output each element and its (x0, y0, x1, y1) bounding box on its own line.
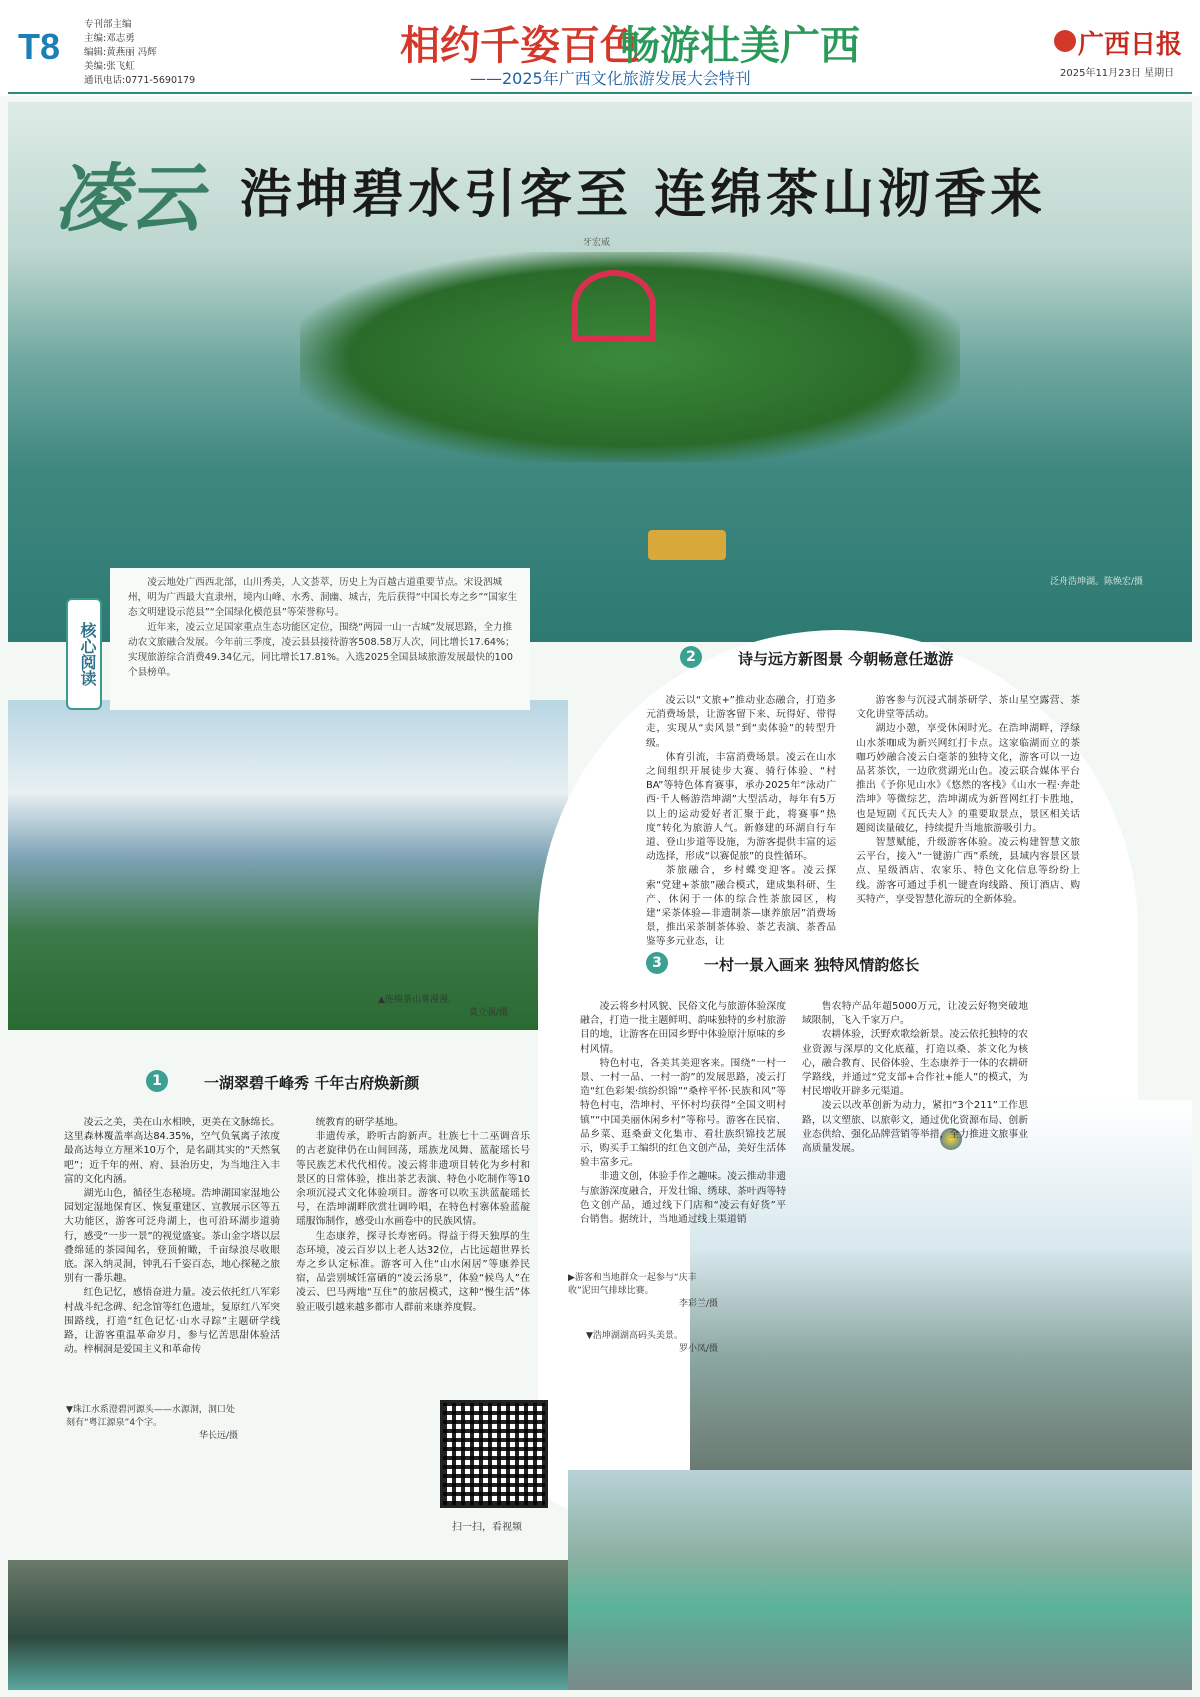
lake-village-photo (568, 1470, 1192, 1690)
tea-mountain-photo (8, 700, 568, 1030)
paragraph: 体育引流，丰富消费场景。凌云在山水之间组织开展徒步大赛、骑行体验、“村BA”等特色体育赛事，承办2025年“泳动广西·千人畅游浩坤湖”大型活动，每年有5万以上的运动爱好者汇聚于此，将赛事“热度”转化为旅游人气。新修建的环湖自行车道、登山步道等设施，为游客提供丰富的运动选择，形成“以赛促旅”的良性循环。 (646, 751, 836, 863)
paragraph: 凌云以“文旅+”推动业态融合，打造多元消费场景，让游客留下来、玩得好、带得走，实现从“卖风景”到“卖体验”的转型升级。 (646, 695, 836, 749)
caption-text: ▲连绵茶山雾漫漫。 (378, 995, 457, 1005)
paragraph: 湖光山色，循径生态秘境。浩坤湖国家湿地公园划定湿地保育区、恢复重建区、宣教展示区等五大功能区，游客可泛舟湖上，也可沿环湖步道骑行，感受“一步一景”的视觉盛宴。茶山金字塔以层叠绵延的茶园闻名，登顶俯瞰，千亩绿浪尽收眼底。深入纳灵洞，钟乳石千姿百态，地心探秘之旅别有一番乐趣。 (64, 1188, 280, 1285)
newspaper-logo-icon (1054, 30, 1076, 52)
paragraph: 智慧赋能，升级游客体验。凌云构建智慧文旅云平台，接入“一键游广西”系统，县域内容景区景点、星级酒店、农家乐、特色文化信息等纷纷上线。游客可通过手机一键查询线路、预订酒店、购买特产，享受智慧化游玩的全新体验。 (856, 837, 1080, 905)
section3-title: 一村一景入画来 独特风情韵悠长 (704, 956, 920, 974)
paragraph: 湖边小憩，享受休闲时光。在浩坤湖畔，浮绿山水茶咖成为新兴网红打卡点。这家临湖而立的茶咖巧妙融合凌云白毫茶的独特文化，游客可以一边品茗茶饮，一边欣赏湖光山色。凌云联合媒体平台推出《予你见山水》《悠然的客栈》《山水一程·奔赴浩坤》等微综艺，浩坤湖成为新晋网红打卡胜地，也是短剧《瓦氏夫人》的重要取景点，景区相关话题阅读量破亿，持续提升当地旅游吸引力。 (856, 723, 1080, 834)
summary-paragraph: 凌云地处广西西北部，山川秀美，人文荟萃，历史上为百越古道重要节点。宋设泗城州，明为广西最大直隶州，境内山峰、水秀、洞幽、城古，先后获得“中国长寿之乡”“国家生态文明建设示范县”“全国绿化模范县”等荣誉称号。 (128, 577, 518, 618)
paragraph: 红色记忆，感悟奋进力量。凌云依托红八军彩村战斗纪念碑、纪念馆等红色遗址，复原红八军突围路线，打造“红色记忆·山水寻踪”主题研学线路，让游客重温革命岁月，参与忆苦思甜体验活动。梓桐洞是爱国主义和革命传 (64, 1287, 280, 1356)
credit-line: 通讯电话:0771-5690179 (84, 75, 196, 86)
page-number: T8 (18, 26, 61, 67)
slogan-part1: 相约千姿百色 (400, 22, 640, 69)
section2-title: 诗与远方新图景 今朝畅意任遨游 (738, 650, 954, 668)
credit-line: 美编:张飞虹 (84, 61, 135, 72)
header-divider (8, 92, 1192, 94)
section1-column1 (64, 1116, 280, 1357)
paragraph: 凌云之美，美在山水相映，更美在文脉绵长。这里森林覆盖率高达84.35%，空气负氧离子浓度最高达每立方厘米10万个，是名副其实的“天然氧吧”；近千年的州、府、县治历史，为当地注入丰富的文化内涵。 (64, 1117, 280, 1185)
section3-column1 (580, 1000, 786, 1227)
spring-caption (66, 1404, 238, 1443)
headline-calligraphy: 凌云 (54, 156, 202, 242)
tea-caption (378, 994, 508, 1020)
section3-column2 (802, 1000, 1028, 1156)
caption-author: 莫立强/摄 (468, 1008, 508, 1018)
core-reading-tag: 核心阅读 (66, 598, 102, 710)
summary-text (128, 575, 518, 680)
paragraph: 凌云以改革创新为动力，紧扣“3个211”工作思路，以文塑旅、以旅彰文，通过优化资源布局、创新业态供给、强化品牌营销等举措，全力推进文旅事业高质量发展。 (802, 1100, 1028, 1155)
volleyball-caption (568, 1272, 718, 1311)
credit-line: 编辑:黄燕丽 冯辉 (84, 47, 157, 58)
editor-credits (84, 18, 195, 88)
caption-text: ▼珠江水系澄碧河源头——水源洞，洞口处刻有“粤江源泉”4个字。 (66, 1405, 235, 1428)
newspaper-logo: 广西日报 (1078, 30, 1183, 60)
section2-column2 (856, 694, 1080, 907)
caption-author: 李彩兰/摄 (678, 1299, 718, 1309)
qr-code[interactable] (440, 1400, 548, 1508)
caption-text: ▼浩坤湖湖高码头美景。 (586, 1331, 683, 1341)
section2-number: 2 (680, 646, 702, 668)
heart-arch (572, 270, 656, 342)
boat-photo (648, 530, 726, 560)
headline-title: 浩坤碧水引客至 连绵茶山沏香来 (240, 165, 1047, 225)
section3-number: 3 (646, 952, 668, 974)
caption-author: 华长远/摄 (198, 1431, 238, 1441)
paragraph: 凌云将乡村风貌、民俗文化与旅游体验深度融合，打造一批主题鲜明、韵味独特的乡村旅游目的地，让游客在田园乡野中体验原汁原味的乡村风情。 (580, 1001, 786, 1055)
section2-column1 (646, 694, 836, 950)
paragraph: 生态康养，探寻长寿密码。得益于得天独厚的生态环境，凌云百岁以上老人达32位，占比远超世界长寿之乡认定标准。游客可入住“山水闲居”等康养民宿，品尝别城饪富硒的“凌云汤泉”，体验“候鸟人”在凌云、巴马两地“互住”的旅居模式，这种“慢生活”体验正吸引越来越多都市人群前来康养度假。 (296, 1230, 530, 1313)
photo-author: 牙宏威 (583, 238, 611, 248)
paragraph: 统教育的研学基地。 (315, 1117, 404, 1128)
slogan-part2: 畅游壮美广西 (620, 22, 860, 69)
summary-paragraph: 近年来，凌云立足国家重点生态功能区定位，围绕“两园一山一古城”发展思路，全力推动农文旅融合发展。今年前三季度，凌云县县接待游客508.58万人次，同比增长17.64%；实现旅游综合消费49.34亿元，同比增长17.81%。入选2025全国县域旅游发展最快的100个县榜单。 (128, 622, 515, 678)
qr-caption: 扫一扫，看视频 (452, 1522, 522, 1533)
caption-text: ▶游客和当地群众一起参与“庆丰收”泥田气排球比赛。 (568, 1273, 697, 1296)
credit-line: 专刊部主编 (84, 19, 132, 30)
paragraph: 农耕体验，沃野欢歌绘新景。凌云依托独特的农业资源与深厚的文化底蕴，打造以桑、茶文化为核心，融合教育、民俗体验、生态康养于一体的农耕研学路线，并通过“党支部+合作社+能人”的模式，为村民增收开辟多元渠道。 (802, 1029, 1028, 1098)
paragraph: 非遗文创，体验手作之趣味。凌云推动非遗与旅游深度融合，开发壮锦、绣球、茶叶西等特色文创产品，通过线下门店和“凌云有好货”平台销售。据统计，当地通过线上渠道销 (580, 1171, 786, 1226)
paragraph: 售农特产品年超5000万元，让凌云好物突破地域限制，飞入千家万户。 (802, 1001, 1028, 1027)
lake-caption (586, 1330, 718, 1356)
special-issue-title: ——2025年广西文化旅游发展大会特刊 (470, 69, 751, 88)
caption-author: 罗小凤/摄 (678, 1344, 718, 1354)
paragraph: 游客参与沉浸式制茶研学、茶山星空露营、茶文化讲堂等活动。 (856, 695, 1080, 721)
hero-caption: 泛舟浩坤湖。陈焕宏/摄 (1050, 577, 1144, 587)
paragraph: 非遗传承，聆听古韵新声。壮族七十二巫调音乐的古老旋律仍在山间回荡，瑶族龙凤舞、蓝靛瑶长号等民族艺术代代相传。凌云将非遗项目转化为乡村和景区的日常体验，推出茶艺表演、特色小吃制作等10余项沉浸式文化体验项目。游客可以吹玉洪蓝靛瑶长号，在浩坤湖畔欣赏壮调吟唱，在特色村寨体验蓝靛瑶服饰制作，感受山水画卷中的民族风情。 (296, 1131, 530, 1228)
section1-column2 (296, 1116, 530, 1315)
paragraph: 特色村屯，各美其美迎客来。围绕“一村一景、一村一品、一村一韵”的发展思路，凌云打造“红色彩架·缤纷织锦”“桑梓平怀·民族和风”等特色村屯，浩坤村、平怀村均获得“全国文明村镇”“中国美丽休闲乡村”等称号。游客在民宿、品乡菜、逛桑蚕文化集市、看壮族织锦技艺展示，购买手工编织的红色文创产品，美好生活体验丰富多元。 (580, 1057, 786, 1169)
section1-title: 一湖翠碧千峰秀 千年古府焕新颜 (204, 1074, 420, 1092)
paragraph: 茶旅融合，乡村蝶变迎客。凌云探索“党建+茶旅”融合模式，建成集科研、生产、休闲于一体的综合性茶旅园区，构建“采茶体验—非遗制茶—康养旅居”消费场景，推出采茶制茶体验、茶艺表演、茶香品鉴等多元业态，让 (646, 865, 836, 948)
credit-line: 主编:邓志勇 (84, 33, 135, 44)
spring-cave-photo (8, 1560, 568, 1690)
issue-date: 2025年11月23日 星期日 (1060, 68, 1175, 79)
section1-number: 1 (146, 1070, 168, 1092)
